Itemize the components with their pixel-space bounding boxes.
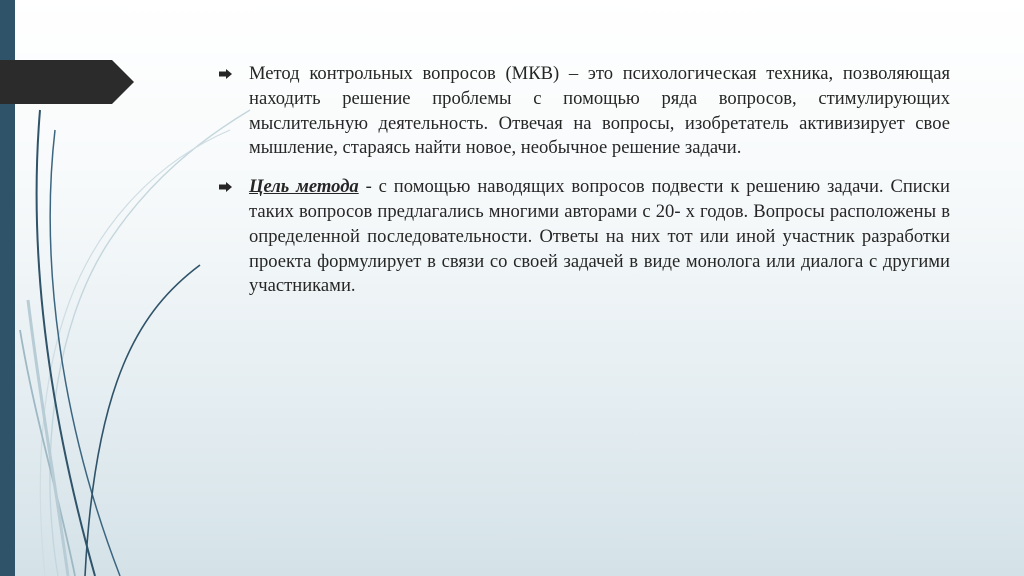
paragraph-2 bbox=[219, 175, 950, 299]
slide-content bbox=[219, 62, 950, 299]
title-tab-shape bbox=[0, 60, 134, 104]
arrow-bullet-icon bbox=[219, 182, 232, 192]
curve-dark-3 bbox=[85, 265, 200, 576]
arrow-bullet-icon bbox=[219, 69, 232, 79]
paragraph-1-text: Метод контрольных вопросов (МКВ) – это психологическая техника, позволяющая находить решение проблемы с помощью ряда вопросов, стимулирующих мыслительную деятельность. Отвечая на вопросы, изобретатель активизирует свое мышление, стараясь найти новое, необычное решение задачи. bbox=[249, 63, 950, 159]
curve-mid-1 bbox=[20, 330, 75, 576]
method-goal-term: Цель метода bbox=[249, 176, 359, 198]
paragraph-2-text: - с помощью наводящих вопросов подвести к решению задачи. Списки таких вопросов предлагались многими авторами с 20- х годов. Вопросы расположены в определенной последовательности. Ответы на них тот или иной участник разработки проекта формулирует в связи со своей задачей в виде монолога или диалога с другими участниками. bbox=[249, 176, 950, 297]
curve-light-2 bbox=[40, 130, 230, 576]
paragraph-1 bbox=[219, 62, 950, 161]
